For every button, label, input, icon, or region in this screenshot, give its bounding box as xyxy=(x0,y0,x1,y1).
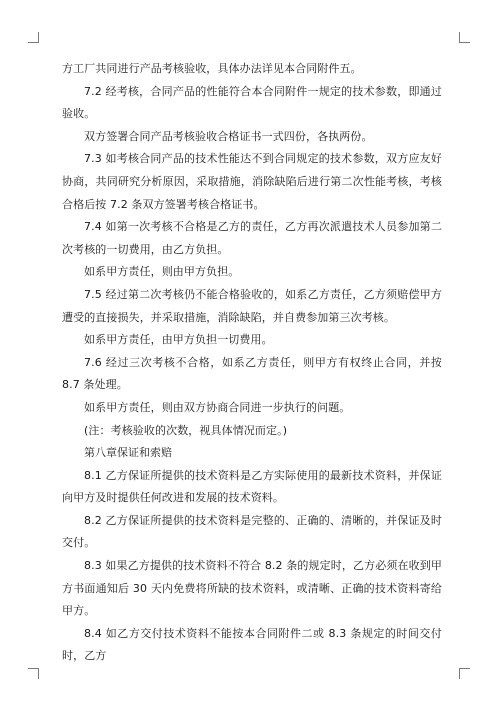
paragraph xyxy=(62,555,442,623)
paragraph xyxy=(62,216,442,261)
paragraph xyxy=(62,58,442,81)
paragraph xyxy=(62,623,442,668)
paragraph xyxy=(62,397,442,420)
paragraph-text: 8.3 如果乙方提供的技术资料不符合 8.2 条的规定时，乙方必须在收到甲方书面通知后 30 天内免费将所缺的技术资料，或清晰、正确的技术资料寄给甲方。 xyxy=(62,559,442,618)
paragraph-text: 7.5 经过第二次考核仍不能合格验收的，如系乙方责任，乙方须赔偿甲方遭受的直接损失，并采取措施，消除缺陷，并自费参加第三次考核。 xyxy=(62,287,442,324)
paragraph-text: 如系甲方责任，由甲方负担一切费用。 xyxy=(84,333,273,347)
paragraph-text: 如系甲方责任，则由双方协商合同进一步执行的问题。 xyxy=(84,400,351,414)
crop-mark-top-left xyxy=(28,32,39,43)
paragraph xyxy=(62,126,442,149)
paragraph xyxy=(62,510,442,555)
paragraph-text: 双方签署合同产品考核验收合格证书一式四份，各执两份。 xyxy=(84,129,373,143)
document-body xyxy=(62,58,442,668)
paragraph-text: 7.4 如第一次考核不合格是乙方的责任，乙方再次派遣技术人员参加第二次考核的一切费用，由乙方负担。 xyxy=(62,220,442,256)
paragraph xyxy=(62,148,442,216)
paragraph xyxy=(62,81,442,126)
paragraph xyxy=(62,352,442,397)
paragraph-text: (注：考核验收的次数，视具体情况而定。) xyxy=(84,423,288,437)
chapter-heading xyxy=(62,442,442,465)
chapter-heading-text: 第八章保证和索赔 xyxy=(84,446,172,460)
paragraph-text: 8.4 如乙方交付技术资料不能按本合同附件二或 8.3 条规定的时间交付时，乙方 xyxy=(62,626,442,663)
crop-mark-bottom-left xyxy=(28,668,39,679)
paragraph-text: 方工厂共同进行产品考核验收，具体办法详见本合同附件五。 xyxy=(62,62,362,75)
paragraph-text: 8.2 乙方保证所提供的技术资料是完整的、正确的、清晰的，并保证及时交付。 xyxy=(62,513,442,550)
paragraph xyxy=(62,465,442,510)
paragraph xyxy=(62,329,442,352)
paragraph-text: 7.3 如考核合同产品的技术性能达不到合同规定的技术参数，双方应友好协商，共同研究分析原因，采取措施，消除缺陷后进行第二次性能考核，考核合格后按 7.2 条双方签署考核合格证书。 xyxy=(62,152,442,211)
paragraph-text: 7.6 经过三次考核不合格，如系乙方责任，则甲方有权终止合同，并按 8.7 条处理。 xyxy=(62,355,442,392)
crop-mark-bottom-right xyxy=(459,668,470,679)
crop-mark-top-right xyxy=(459,32,470,43)
paragraph-text: 7.2 经考核，合同产品的性能符合本合同附件一规定的技术参数，即通过验收。 xyxy=(62,84,442,121)
paragraph xyxy=(62,284,442,329)
paragraph-text: 如系甲方责任，则由甲方负担。 xyxy=(84,265,240,279)
paragraph xyxy=(62,420,442,443)
paragraph xyxy=(62,261,442,284)
paragraph-text: 8.1 乙方保证所提供的技术资料是乙方实际使用的最新技术资料，并保证向甲方及时提供任何改进和发展的技术资料。 xyxy=(62,468,442,505)
